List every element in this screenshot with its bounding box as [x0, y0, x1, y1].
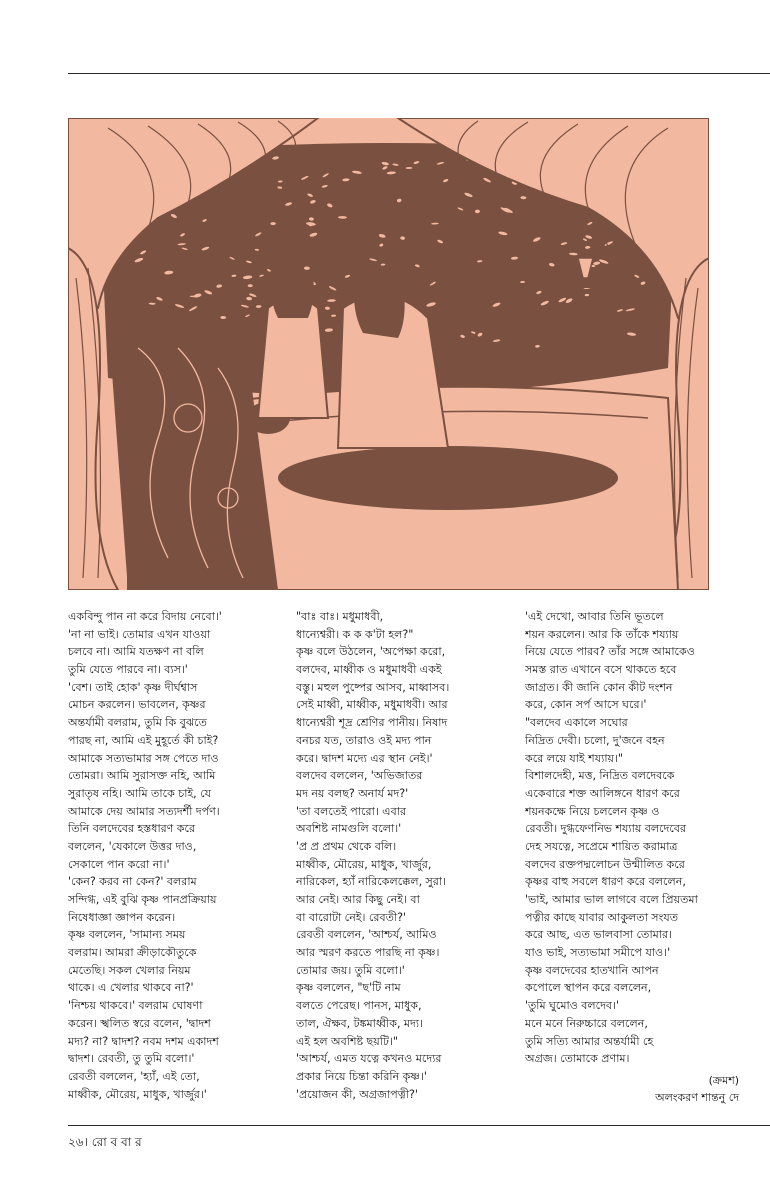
text-line: এই হল অবশিষ্ট ছয়টি।"	[296, 1034, 398, 1048]
text-line: আমাকে দেয় আমার সত্যদর্শী দর্পণ।	[68, 804, 220, 818]
text-line: কৃষ্ণ বললেন, 'সামান্য সময়	[68, 928, 186, 942]
text-line: মোচন করলেন। ভাবলেন, কৃষ্ণর	[68, 698, 206, 712]
page-footer	[68, 1134, 142, 1150]
text-line: নারিকেল, হ্যাঁ নারিকেলক্কেল, সুরা।	[296, 875, 446, 889]
text-line: থাকে। এ খেলার থাকবে না?'	[68, 981, 194, 995]
text-line: 'তা বলতেই পারো। এবার	[296, 804, 407, 818]
text-line: করেন। স্খলিত স্বরে বলেন, 'দ্বাদশ	[68, 1016, 211, 1030]
text-line: আর স্মরণ করতে পারছি না কৃষ্ণ।	[296, 946, 440, 960]
text-line: বলতে পেরেছ। পানস, মাধুক,	[296, 999, 422, 1013]
text-line: "বলদেব একালে সঘোর	[525, 716, 628, 730]
text-line: সুরাতৃষ নহি। আমি তাকে চাই, যে	[68, 786, 211, 800]
sky-star	[270, 222, 275, 225]
text-line: তিনি বলদেবের হস্তধারণ করে	[68, 822, 196, 836]
text-line: দ্বাদশ। রেবতী, তু তুমি বলো।'	[68, 1052, 195, 1066]
text-line: আর নেই। আর কিছু নেই। বা	[296, 893, 420, 906]
text-line: করে লয়ে যাই শয্যায়।"	[525, 751, 623, 765]
text-column-3	[525, 608, 739, 1068]
text-line: 'কেন? করব না কেন?' বলরাম	[68, 875, 197, 889]
text-line: চলবে না। আমি যতক্ষণ না বলি	[68, 645, 204, 659]
text-line: বা বারোটা নেই। রেবতী?'	[296, 910, 406, 924]
text-line: নিয়ে যেতে পারব? তাঁর সঙ্গে আমাকেও	[525, 645, 695, 659]
text-line: সেই মাধ্বী, মাধ্বীক, মধুমাধবী। আর	[296, 698, 448, 712]
footer-rule	[68, 1125, 770, 1126]
text-line: মদ্য? না? দ্বাদশ? নবম দশম একাদশ	[68, 1034, 219, 1048]
text-line: মনে মনে নিরুচ্চারে বললেন,	[525, 1016, 648, 1030]
text-line: রেবতী বললেন, 'আশ্চর্য, আমিও	[296, 928, 437, 942]
text-line: ধান্যেশ্বরী শূদ্র শ্রেণির পানীয়। নিষাদ	[296, 716, 448, 730]
text-line: 'বেশ। তাই হোক' কৃষ্ণ দীর্ঘশ্বাস	[68, 680, 198, 694]
text-line: 'ভাই, আমার ভাল লাগবে বলে প্রিয়তমা	[525, 893, 698, 906]
text-line: মাধ্বীক, মৌরেয়, মাধুক, খার্জুর,	[296, 857, 432, 871]
text-line: তুমি যেতে পারবে না। ব্যস।'	[68, 663, 188, 677]
text-line: যাও ভাই, সত্যভামা সমীপে যাও।'	[525, 946, 671, 960]
text-line: দেহ সযত্নে, সপ্রেমে শায়িত করামাত্র	[525, 839, 678, 853]
text-line: কৃষ্ণ বলদেবের হাতখানি আপন	[525, 963, 659, 977]
text-line: করে, কোন সর্প আসে ঘরে।'	[525, 698, 647, 712]
text-column-1	[68, 608, 286, 1103]
text-line: 'প্রয়োজন কী, অগ্রজাপত্নী?'	[296, 1087, 418, 1101]
text-line: কৃষ্ণর বাহু সবলে ধারণ করে বললেন,	[525, 875, 686, 889]
header-rule	[68, 73, 770, 74]
footer-separator: ।	[83, 1135, 92, 1149]
page-number: ২৬	[68, 1135, 84, 1149]
text-line: সমস্ত রাত এখানে বসে থাকতে হবে	[525, 663, 677, 677]
text-line: তোমরা। আমি সুরাসক্ত নহি, আমি	[68, 769, 216, 783]
text-line: সেকালে পান করো না।'	[68, 857, 170, 871]
text-line: "বাঃ বাঃ। মধুমাধবী,	[296, 610, 384, 623]
text-line: শয়ন করলেন। আর কি তাঁকে শয্যায়	[525, 627, 679, 641]
text-column-2	[296, 608, 514, 1103]
text-line: অবশিষ্ট নামগুলি বলো।'	[296, 822, 402, 836]
text-line: মদ নয় বলছ? অনার্য মদ?'	[296, 786, 409, 800]
text-line: বললেন, 'যেকালে উত্তর দাও,	[68, 839, 197, 853]
text-line: পত্নীর কাছে যাবার আকুলতা সংযত	[525, 910, 679, 924]
text-line: 'প্র প্র প্রথম থেকে বলি।	[296, 839, 397, 853]
text-line: জাগ্রত। কী জানি কোন কীট দংশন	[525, 680, 673, 694]
text-line: কপোলে স্থাপন করে বললেন,	[525, 981, 652, 995]
text-line: বলদেব, মাধ্বীক ও মধুমাধবী একই	[296, 663, 442, 677]
magazine-name: রো ব বা র	[91, 1135, 142, 1149]
text-line: মাধ্বীক, মৌরেয়, মাধুক, খার্জুর।'	[68, 1087, 207, 1101]
text-line: বলরাম। আমরা ক্রীড়াকৌতুকে	[68, 946, 197, 960]
illustrator-credit: অলংকরণ শান্তনু দে	[655, 1091, 739, 1104]
text-line: সন্দিগ্ধ, এই বুঝি কৃষ্ণ পানপ্রক্রিয়ায়	[68, 893, 217, 906]
text-line: 'আশ্চর্য, এমত যত্নে কখনও মদ্যের	[296, 1052, 442, 1066]
text-line: রেবতী। দুগ্ধফেণনিভ শয্যায় বলদেবের	[525, 822, 687, 836]
text-line: প্রকার নিয়ে চিন্তা করিনি কৃষ্ণ।'	[296, 1069, 427, 1083]
text-line: নিষেধাজ্ঞা জ্ঞাপন করেন।	[68, 910, 176, 924]
text-line: অন্তর্যামী বলরাম, তুমি কি বুঝতে	[68, 716, 207, 730]
text-line: পারছ না, আমি এই মুহূর্তে কী চাই?	[68, 733, 219, 747]
text-line: 'না না ভাই। তোমার এখন যাওয়া	[68, 627, 211, 641]
credit-block	[525, 1072, 739, 1106]
text-line: তুমি সত্যি আমার অন্তর্যামী হে	[525, 1034, 654, 1048]
text-line: কৃষ্ণ বলে উঠলেন, 'অপেক্ষা করো,	[296, 645, 446, 659]
text-line: মেতেছি। সকল খেলার নিয়ম	[68, 963, 191, 977]
text-line: নিদ্রিত দেবী। চলো, দু'জনে বহন	[525, 733, 665, 747]
text-line: তোমার জয়। তুমি বলো।'	[296, 963, 405, 977]
text-line: বনচর যত, তারাও ওই মদ্য পান	[296, 733, 432, 747]
text-line: আমাকে সত্যভামার সঙ্গ পেতে দাও	[68, 751, 219, 765]
text-line: একবিন্দু পান না করে বিদায় নেবো।'	[68, 610, 222, 623]
text-line: বলদেব রক্তপদ্মলোচন উন্মীলিত করে	[525, 857, 685, 871]
text-line: ধান্যেশ্বরী। ক ক ক'টা হল?"	[296, 627, 414, 641]
story-illustration	[68, 118, 709, 590]
text-line: তাল, ঐক্ষব, টঙ্কমাধ্বীক, মদ্য।	[296, 1016, 423, 1030]
text-line: বিশালদেহী, মত্ত, নিদ্রিত বলদেবকে	[525, 769, 675, 783]
text-line: বস্তু। মহুল পুষ্পের আসব, মাধ্বাসব।	[296, 680, 450, 694]
text-line: কৃষ্ণ বললেন, "ছ'টি নাম	[296, 981, 401, 995]
text-line: 'নিশ্চয় থাকবে।' বলরাম ঘোষণা	[68, 999, 203, 1013]
continued-label: (ক্রমশ)	[708, 1074, 739, 1087]
text-line: অগ্রজ। তোমাকে প্রণাম।	[525, 1052, 630, 1066]
text-line: রেবতী বললেন, 'হ্যাঁ, এই তো,	[68, 1069, 200, 1083]
text-line: করে। দ্বাদশ মদ্যে এর স্থান নেই।'	[296, 751, 433, 765]
text-line: 'এই দেখো, আবার তিনি ভূতলে	[525, 610, 664, 623]
text-line: শয়নকক্ষে নিয়ে চললেন কৃষ্ণ ও	[525, 804, 660, 818]
text-line: করে আছ, এত ভালবাসা তোমার।	[525, 928, 672, 942]
text-line: বলদেব বললেন, 'অভিজাতর	[296, 769, 423, 783]
text-line: 'তুমি ঘুমোও বলদেব।'	[525, 999, 619, 1013]
text-line: একেবারে শক্ত আলিঙ্গনে ধারণ করে	[525, 786, 680, 800]
